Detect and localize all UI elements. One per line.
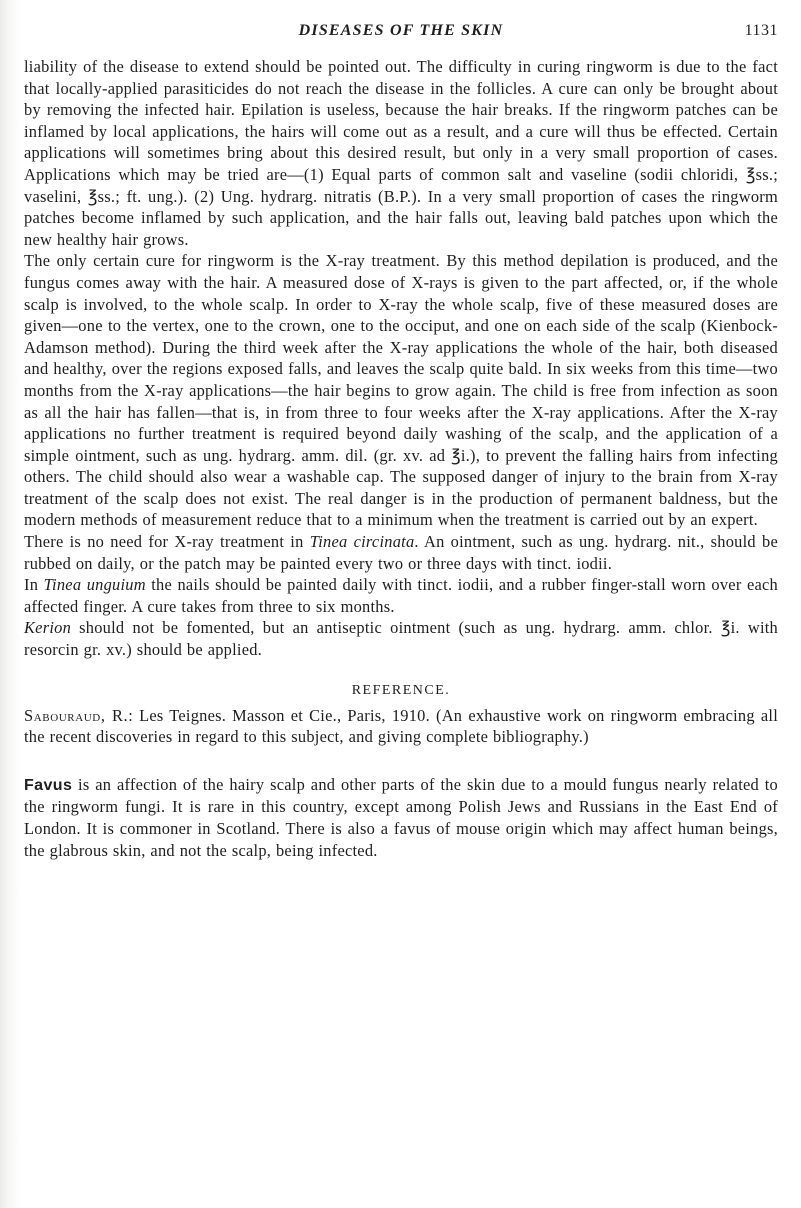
body-text	[24, 56, 778, 861]
reference-entry	[24, 705, 778, 748]
term-kerion: Kerion	[24, 618, 72, 638]
text-run: There is no need for X-ray treatment in	[24, 532, 310, 552]
text-run: should not be fomented, but an antiseptic ointment (such as ung. hydrarg. amm. chlor. ℥i. with resorcin gr. xv.) should be applied.	[24, 618, 778, 660]
text-run: the nails should be painted daily with tinct. iodii, and a rubber finger-stall worn over each affected finger. A cure takes from three to six months.	[24, 575, 778, 616]
paragraph-tinea-circinata	[24, 531, 778, 574]
page-header	[24, 22, 778, 46]
page-number: 1131	[744, 22, 778, 39]
paragraph-treatment-difficulty: liability of the disease to extend should be pointed out. The difficulty in curing ringworm is due to the fact that locally-applied parasiticides do not reach the disease in the follicles. A cure can only be brought about by removing the infected hair. Epilation is useless, because the hair breaks. If the ringworm patches can be inflamed by local applications, the hairs will come out as a result, and a cure will thus be effected. Certain applications will sometimes bring about this desired result, but only in a very small proportion of cases. Applications which may be tried are—(1) Equal parts of common salt and vaseline (sodii chloridi, ℥ss.; vaselini, ℥ss.; ft. ung.). (2) Ung. hydrarg. nitratis (B.P.). In a very small proportion of cases the ringworm patches become inflamed by such application, and the hair falls out, leaving bald patches upon which the new healthy hair grows.	[24, 57, 778, 249]
reference-text: : Les Teignes. Masson et Cie., Paris, 1910. (An exhaustive work on ringworm embracing all the recent discoveries in regard to this subject, and giving complete bibliography.)	[24, 705, 778, 747]
paragraph-kerion	[24, 617, 778, 660]
book-page	[24, 22, 778, 861]
term-tinea-unguium: Tinea unguium	[43, 575, 146, 595]
paragraph-tinea-unguium	[24, 574, 778, 617]
running-title: DISEASES OF THE SKIN	[298, 22, 504, 39]
favus-heading: Favus	[24, 776, 73, 794]
paragraph-favus	[24, 774, 778, 861]
reference-author: Sabouraud, R.	[24, 705, 129, 725]
favus-text: is an affection of the hairy scalp and other parts of the skin due to a mould fungus nearly related to the ringworm fungi. It is rare in this country, except among Polish Jews and Russians in the East End of London. It is commoner in Scotland. There is also a favus of mouse origin which may affect human beings, the glabrous skin, and not the scalp, being infected.	[24, 774, 778, 860]
text-run: In	[24, 575, 44, 595]
paragraph-xray-treatment: The only certain cure for ringworm is the X-ray treatment. By this method depilation is produced, and the fungus comes away with the hair. A measured dose of X-rays is given to the part affected, or, if the whole scalp is involved, to the whole scalp. In order to X-ray the whole scalp, five of these measured doses are given—one to the vertex, one to the crown, one to the occiput, and one on each side of the scalp (Kienbock-Adamson method). During the third week after the X-ray applications the whole of the hair, both diseased and healthy, over the regions exposed falls, and leaves the scalp quite bald. In six weeks from this time—two months from the X-ray applications—the hair begins to grow again. The child is free from infection as soon as all the hair has fallen—that is, in from three to four weeks after the X-ray applications. After the X-ray applications no further treatment is required beyond daily washing of the scalp, and the application of a simple ointment, such as ung. hydrarg. amm. dil. (gr. xv. ad ℥i.), to prevent the falling hairs from infecting others. The child should also wear a washable cap. The supposed danger of injury to the brain from X-ray treatment of the scalp does not exist. The real danger is in the production of permanent baldness, but the modern methods of measurement reduce that to a minimum when the treatment is carried out by an expert.	[24, 251, 778, 530]
reference-heading: REFERENCE.	[351, 682, 451, 698]
text-run: . An ointment, such as ung. hydrarg. nit., should be rubbed on daily, or the patch may be painted every two or three days with tinct. iodii.	[24, 532, 778, 573]
term-tinea-circinata: Tinea circinata	[309, 532, 415, 552]
